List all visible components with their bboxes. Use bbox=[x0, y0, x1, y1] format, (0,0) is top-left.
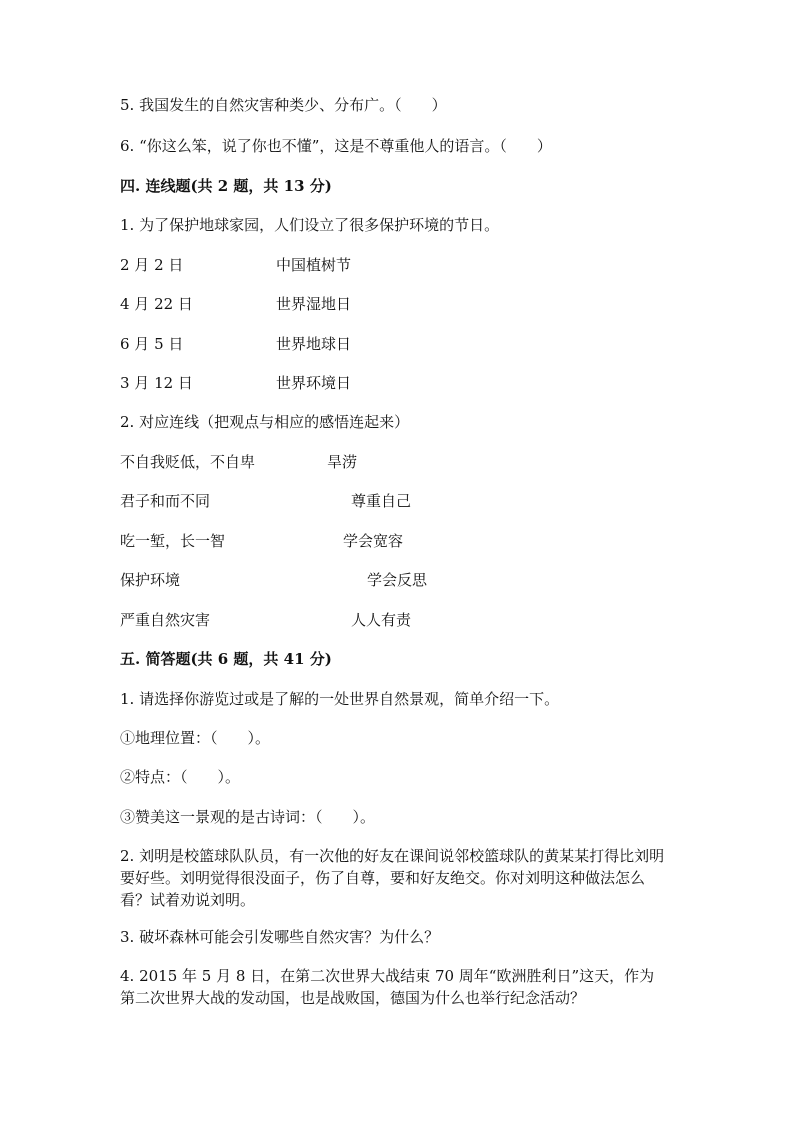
matching-q2-right-item: 学会宽容 bbox=[343, 532, 404, 550]
short-answer-q3: 3. 破坏森林可能会引发哪些自然灾害？为什么？ bbox=[120, 928, 440, 946]
matching-q2-right-item: 人人有责 bbox=[351, 611, 412, 629]
matching-q1-right-item: 世界湿地日 bbox=[276, 295, 352, 313]
short-answer-q2: 2. 刘明是校篮球队队员，有一次他的好友在课间说邻校篮球队的黄某某打得比刘明要好些。刘明觉得很没面子，伤了自尊，要和好友绝交。你对刘明这种做法怎么看？试着劝说刘明。 bbox=[120, 847, 665, 909]
short-answer-q1-prompt: 1. 请选择你游览过或是了解的一处世界自然景观，简单介绍一下。 bbox=[120, 690, 560, 708]
matching-q1-left-item: 3 月 12 日 bbox=[120, 374, 193, 392]
short-answer-q1-item: ①地理位置：（ ）。 bbox=[120, 729, 271, 747]
section-title-short-answer: 五. 简答题(共 6 题，共 41 分) bbox=[120, 650, 332, 668]
matching-q1-right-item: 中国植树节 bbox=[276, 256, 352, 274]
matching-q1-right-item: 世界地球日 bbox=[276, 335, 352, 353]
matching-q2-right-item: 尊重自己 bbox=[351, 492, 412, 510]
matching-q1-prompt: 1. 为了保护地球家园，人们设立了很多保护环境的节日。 bbox=[120, 216, 500, 234]
matching-q2-left-item: 君子和而不同 bbox=[120, 492, 211, 510]
matching-q2-right-item: 学会反思 bbox=[367, 571, 428, 589]
matching-q1-left-item: 4 月 22 日 bbox=[120, 295, 193, 313]
matching-q2-right-item: 旱涝 bbox=[327, 453, 358, 471]
matching-q1-left-item: 2 月 2 日 bbox=[120, 256, 184, 274]
short-answer-q4: 4. 2015 年 5 月 8 日，在第二次世界大战结束 70 周年“欧洲胜利日”这天，作为第二次世界大战的发动国，也是战败国，德国为什么也举行纪念活动？ bbox=[120, 967, 655, 1007]
matching-q1-right-item: 世界环境日 bbox=[276, 374, 352, 392]
question-tf-5: 5. 我国发生的自然灾害种类少、分布广。（ ） bbox=[120, 96, 447, 114]
matching-q2-left-item: 保护环境 bbox=[120, 571, 181, 589]
section-title-matching: 四. 连线题(共 2 题，共 13 分) bbox=[120, 177, 332, 195]
matching-q2-prompt: 2. 对应连线（把观点与相应的感悟连起来） bbox=[120, 413, 410, 431]
short-answer-q1-item: ③赞美这一景观的是古诗词：（ ）。 bbox=[120, 808, 376, 826]
matching-q2-left-item: 严重自然灾害 bbox=[120, 611, 211, 629]
matching-q2-left-item: 不自我贬低，不自卑 bbox=[120, 453, 256, 471]
question-tf-6: 6. “你这么笨，说了你也不懂”，这是不尊重他人的语言。（ ） bbox=[120, 137, 552, 155]
matching-q2-left-item: 吃一堑，长一智 bbox=[120, 532, 226, 550]
matching-q1-left-item: 6 月 5 日 bbox=[120, 335, 184, 353]
short-answer-q1-item: ②特点：（ ）。 bbox=[120, 768, 241, 786]
